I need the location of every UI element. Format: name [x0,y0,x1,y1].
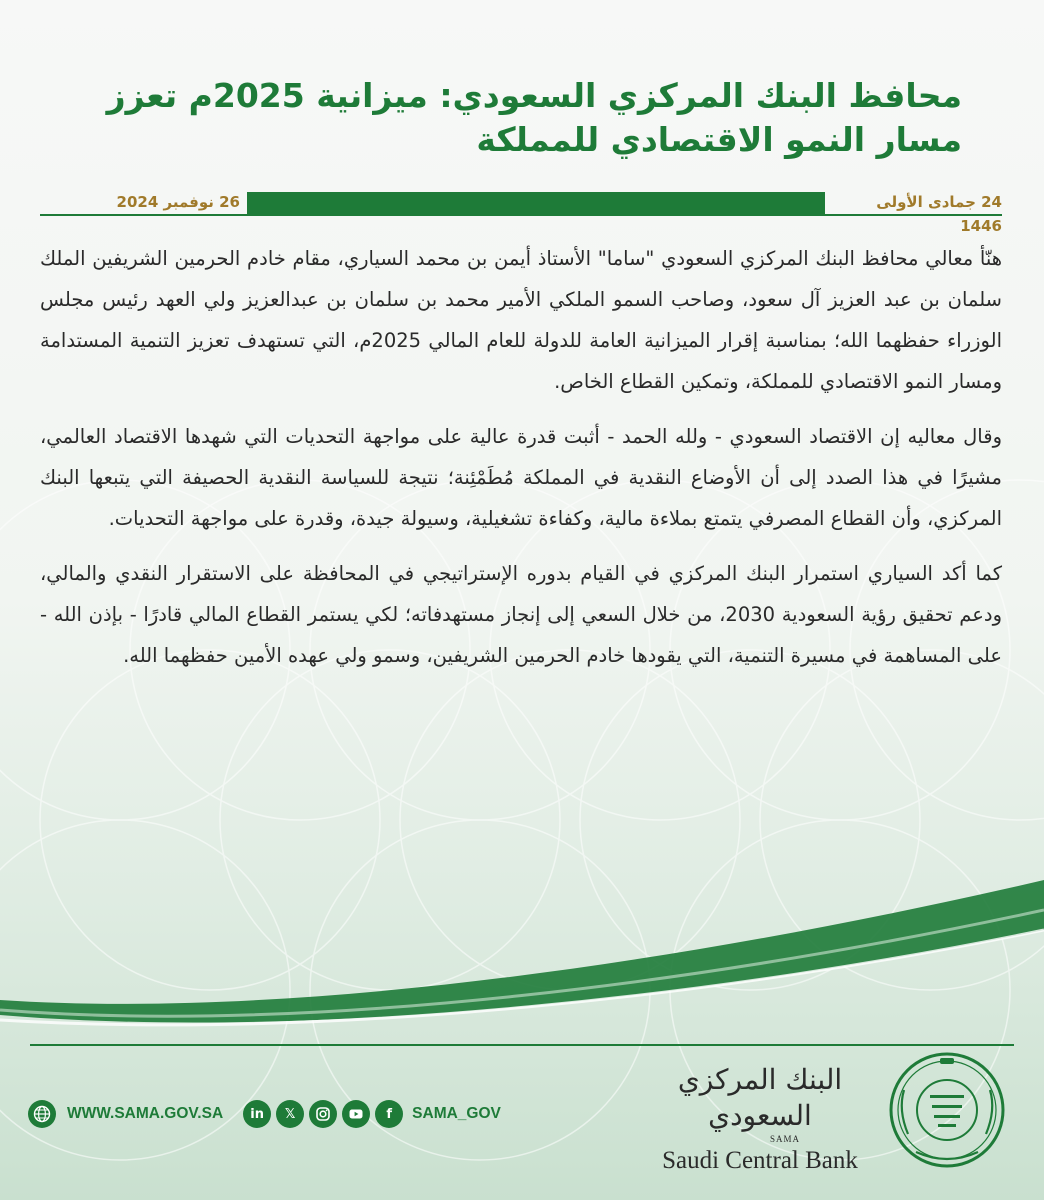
paragraph: هنّأ معالي محافظ البنك المركزي السعودي "ساما" الأستاذ أيمن بن محمد السياري، مقام خادم الحرمين الشريفين الملك سلمان بن عبد العزيز آل سعود، وصاحب السمو الملكي الأمير محمد بن سلمان بن عبدالعزيز ولي العهد رئيس مجلس الوزراء حفظهما الله؛ بمناسبة إقرار الميزانية العامة للدولة للعام المالي 2025م، التي تستهدف تعزيز التنمية المستدامة ومسار النمو الاقتصادي للمملكة، وتمكين القطاع الخاص. [40,247,1002,393]
facebook-icon[interactable]: f [375,1100,403,1128]
brand-name-english: Saudi Central Bank [662,1147,858,1174]
date-gregorian: 26 نوفمبر 2024 [116,193,240,211]
date-hijri: 24 جمادى الأولى 1446 [876,193,1002,235]
linkedin-icon[interactable]: in [243,1100,271,1128]
social-handle[interactable]: SAMA_GOV [412,1105,501,1122]
instagram-icon[interactable] [309,1100,337,1128]
brand-logo-text [640,1062,880,1174]
footer-contact [28,1094,501,1134]
sama-seal-logo [882,1050,1012,1170]
footer-divider [30,1044,1014,1046]
brand-name-arabic: البنك المركزي السعودي [677,1063,843,1132]
article-title: محافظ البنك المركزي السعودي: ميزانية 2025م تعزز مسار النمو الاقتصادي للمملكة [106,76,962,159]
brand-abbreviation: SAMA [769,1134,800,1144]
article-body [40,238,1002,690]
paragraph: وقال معاليه إن الاقتصاد السعودي - ولله الحمد - أثبت قدرة عالية على مواجهة التحديات التي شهدها الاقتصاد العالمي، مشيرًا في هذا الصدد إلى أن الأوضاع النقدية في المملكة مُطَمْئِنة؛ نتيجة للسياسة النقدية الحصيفة التي يتبعها البنك المركزي، وأن القطاع المصرفي يتمتع بملاءة مالية، وكفاءة تشغيلية، وسيولة جيدة، وقدرة على مواجهة التحديات. [40,425,1002,530]
youtube-icon[interactable] [342,1100,370,1128]
globe-icon [28,1100,56,1128]
green-wave-decoration [0,870,1044,1050]
website-link[interactable]: WWW.SAMA.GOV.SA [67,1105,224,1122]
date-bar [40,190,1002,235]
paragraph: كما أكد السياري استمرار البنك المركزي في القيام بدوره الإستراتيجي في المحافظة على الاستقرار النقدي والمالي، ودعم تحقيق رؤية السعودية 2030، من خلال السعي إلى إنجاز مستهدفاته؛ لكي يستمر القطاع المالي قادرًا - بإذن الله - على المساهمة في مسيرة التنمية، التي يقودها خادم الحرمين الشريفين، وسمو ولي عهده الأمين حفظهما الله. [40,562,1002,667]
date-bar-fill [247,192,825,216]
x-icon[interactable]: 𝕏 [276,1100,304,1128]
